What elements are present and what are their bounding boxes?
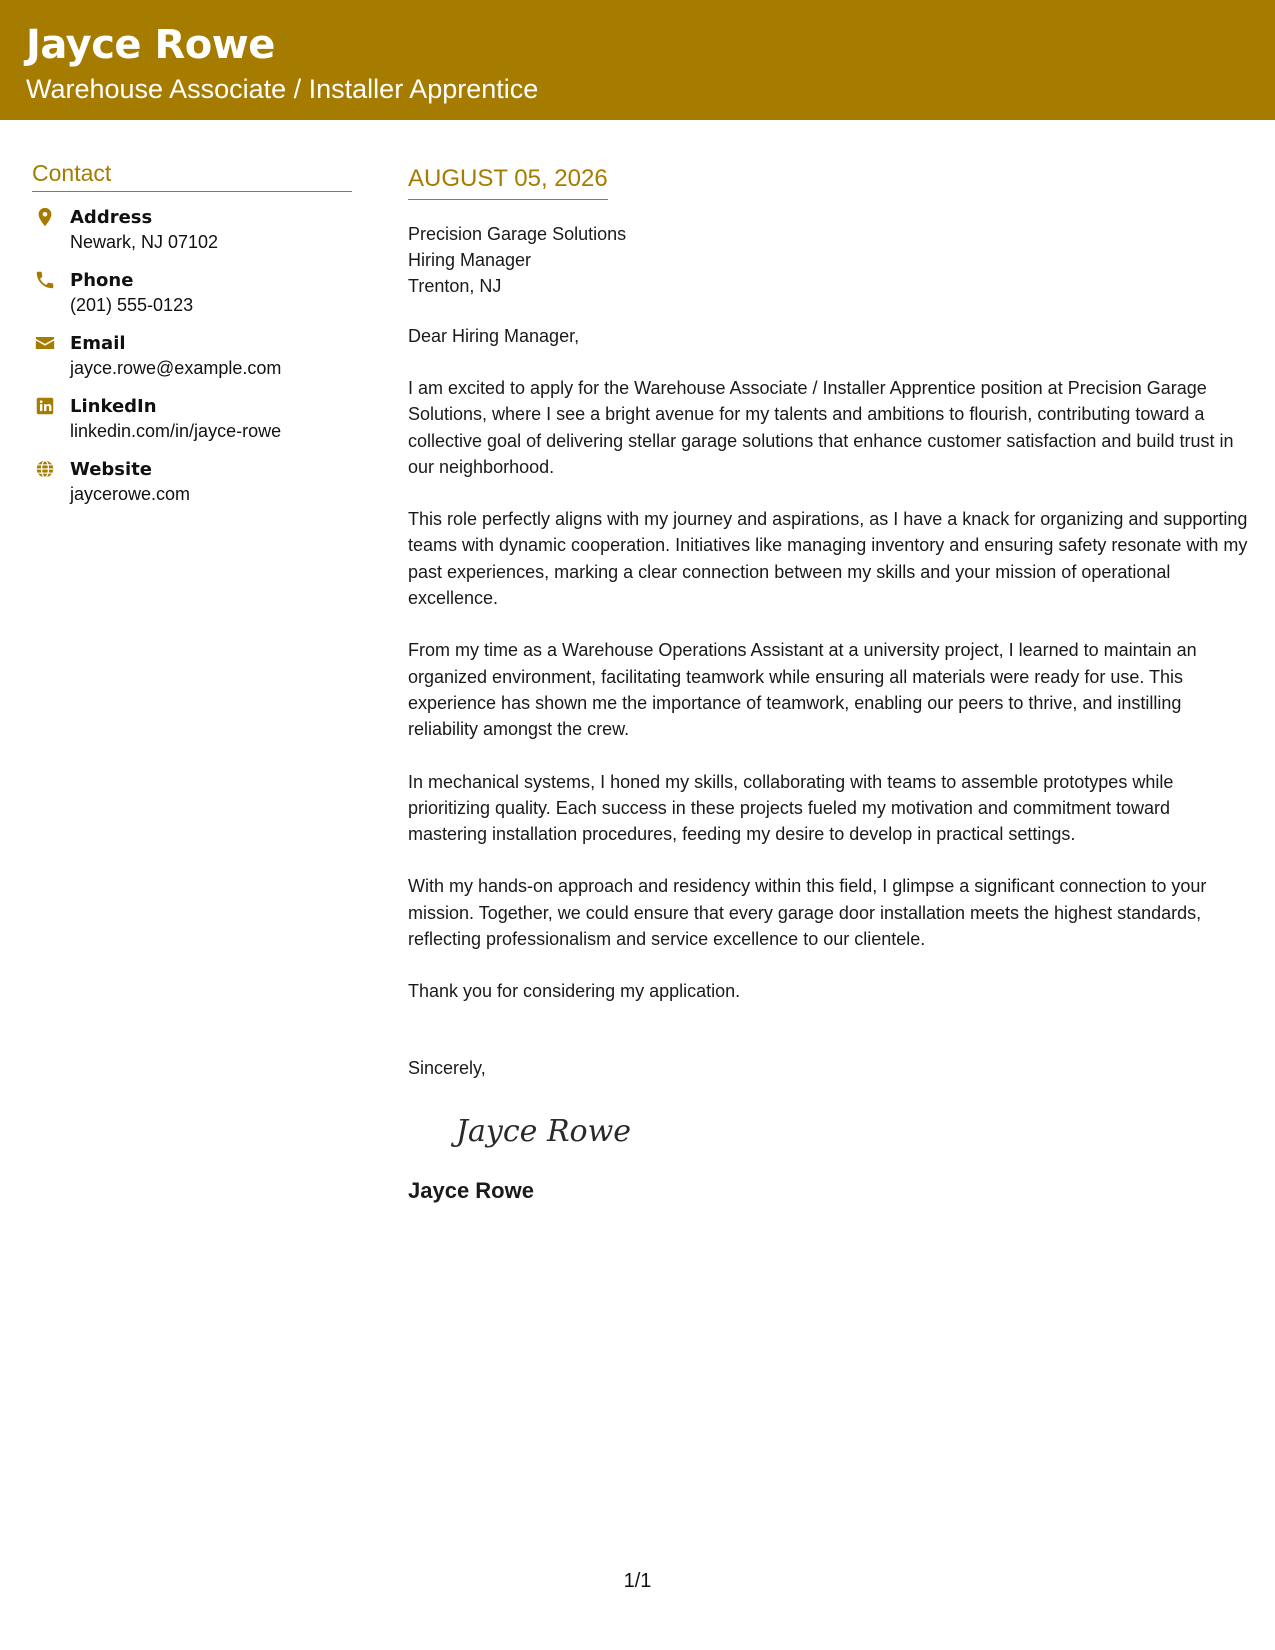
contact-item-address (32, 205, 352, 255)
recipient-company: Precision Garage Solutions (408, 224, 627, 244)
envelope-icon (34, 332, 56, 354)
contact-item-linkedin (32, 394, 352, 444)
contact-value: jayce.rowe@example.com (70, 358, 282, 378)
contact-value: linkedin.com/in/jayce-rowe (70, 421, 282, 441)
paragraph-2: This role perfectly aligns with my journey and aspirations, as I have a knack for organizing and supporting teams with dynamic cooperation. Initiatives like managing inventory and ensuring safety resonate with my past experiences, marking a clear connection between my skills and your mission of operational excellence. (408, 509, 1248, 609)
svg-text:Jayce Rowe: Jayce Rowe (456, 1113, 632, 1149)
contact-label: Website (70, 459, 153, 480)
paragraph-3: From my time as a Warehouse Operations Assistant at a university project, I learned to maintain an organized environment, facilitating teamwork while ensuring all materials were ready for use. This experience has shown me the importance of teamwork, enabling our peers to thrive, and instilling reliability amongst the crew. (408, 640, 1197, 740)
contact-item-website (32, 457, 352, 507)
contact-label: Address (70, 207, 153, 228)
applicant-name: Jayce Rowe (26, 22, 275, 68)
recipient-block (408, 221, 1253, 299)
salutation: Dear Hiring Manager, (408, 326, 580, 346)
contact-label: Email (70, 333, 126, 354)
header-banner (0, 0, 1275, 120)
contact-label: Phone (70, 270, 134, 291)
letter-body (408, 165, 1253, 1204)
contact-sidebar (32, 160, 352, 507)
paragraph-1: I am excited to apply for the Warehouse Associate / Installer Apprentice position at Precision Garage Solutions, where I see a bright avenue for my talents and ambitions to flourish, contributing toward a collective goal of delivering stellar garage solutions that enhance customer satisfaction and build trust in our neighborhood. (408, 378, 1234, 477)
contact-item-email (32, 331, 352, 381)
recipient-attention: Hiring Manager (408, 250, 532, 270)
signed-name: Jayce Rowe (408, 1177, 534, 1203)
contact-label: LinkedIn (70, 396, 157, 417)
paragraph-4: In mechanical systems, I honed my skills, collaborating with teams to assemble prototypes while prioritizing quality. Each success in these projects fueled my motivation and commitment toward mastering installation procedures, feeding my desire to develop in practical settings. (408, 771, 1174, 845)
contact-value: jaycerowe.com (70, 484, 191, 504)
contact-value: (201) 555-0123 (70, 295, 194, 315)
linkedin-icon (34, 395, 56, 417)
phone-icon (34, 269, 56, 291)
recipient-location: Trenton, NJ (408, 276, 502, 296)
contact-item-phone (32, 268, 352, 318)
paragraph-6: Thank you for considering my application. (408, 981, 741, 1002)
signature-image (448, 1099, 648, 1159)
paragraph-5: With my hands-on approach and residency within this field, I glimpse a significant connection to your mission. Together, we could ensure that every garage door installation meets the highest standards, reflecting professionalism and service excellence to our clientele. (408, 876, 1207, 950)
page-number: 1/1 (623, 1570, 652, 1592)
applicant-role: Warehouse Associate / Installer Apprentice (26, 74, 539, 104)
globe-icon (34, 458, 56, 480)
map-pin-icon (34, 206, 56, 228)
contact-value: Newark, NJ 07102 (70, 232, 219, 252)
letter-date: AUGUST 05, 2026 (408, 165, 608, 200)
closing: Sincerely, (408, 1057, 486, 1078)
contact-section-title: Contact (32, 160, 352, 192)
